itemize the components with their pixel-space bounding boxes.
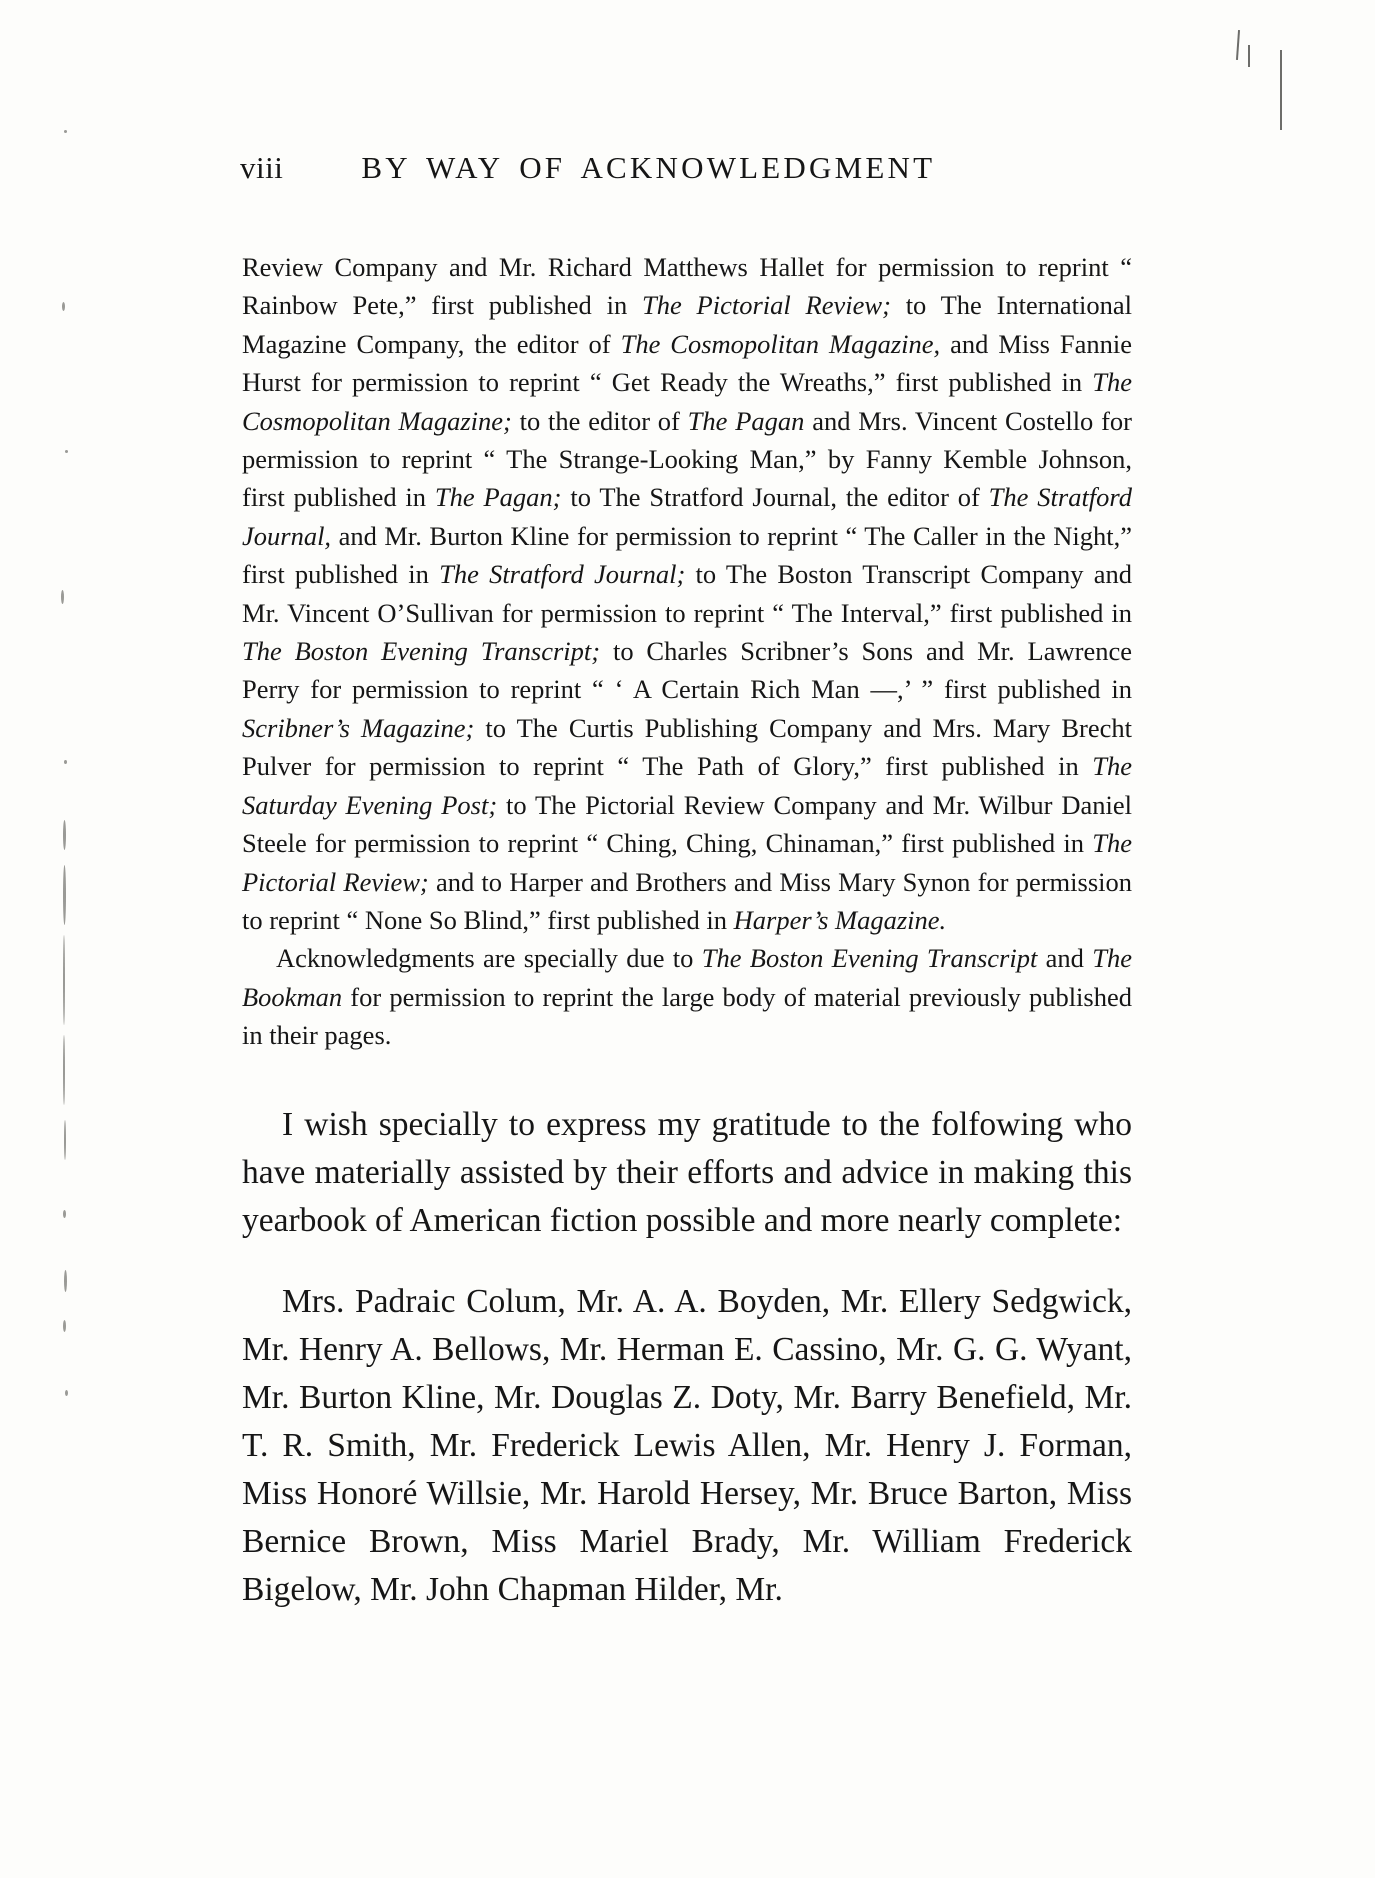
names-paragraph: Mrs. Padraic Colum, Mr. A. A. Boyden, Mr. Ellery Sedgwick, Mr. Henry A. Bellows, Mr. Herman E. Cassino, Mr. G. G. Wyant, Mr. Burton Kline, Mr. Douglas Z. Doty, Mr. Barry Benefield, Mr. T. R. Smith, Mr. Frederick Lewis Allen, Mr. Henry J. Forman, Miss Honoré Willsie, Mr. Harold Hersey, Mr. Bruce Barton, Miss Bernice Brown, Miss Mariel Brady, Mr. William Frederick Bigelow, Mr. John Chapman Hilder, Mr. <box>242 1283 1132 1609</box>
page-folio: viii <box>240 150 284 185</box>
page-header <box>240 150 1170 186</box>
running-head: BY WAY OF ACKNOWLEDGMENT <box>361 150 936 185</box>
margin-speckles <box>60 120 74 1770</box>
page-body <box>242 248 1132 1648</box>
gratitude-paragraph: I wish specially to express my gratitude to the folfowing who have materially assisted by their efforts and advice in making this yearbook of American fiction possible and more nearly complete: <box>242 1105 1132 1239</box>
acknowledgment-paragraph-2: Acknowledgments are specially due to The Boston Evening Transcript and The Bookman for permission to reprint the large body of material previously published in their pages. <box>242 943 1132 1051</box>
scan-edge-marks <box>1145 20 1285 140</box>
acknowledgment-paragraph-1: Review Company and Mr. Richard Matthews Hallet for permission to reprint “ Rainbow Pete,” first published in The Pictorial Review; to The International Magazine Company, the editor of The Cosmopolitan Magazine, and Miss Fannie Hurst for permission to reprint “ Get Ready the Wreaths,” first published in The Cosmopolitan Magazine; to the editor of The Pagan and Mrs. Vincent Costello for permission to reprint “ The Strange-Looking Man,” by Fanny Kemble Johnson, first published in The Pagan; to The Stratford Journal, the editor of The Stratford Journal, and Mr. Burton Kline for permission to reprint “ The Caller in the Night,” first published in The Stratford Journal; to The Boston Transcript Company and Mr. Vincent O’Sullivan for permission to reprint “ The Interval,” first published in The Boston Evening Transcript; to Charles Scribner’s Sons and Mr. Lawrence Perry for permission to reprint “ ‘ A Certain Rich Man —,’ ” first published in Scribner’s Magazine; to The Curtis Publishing Company and Mrs. Mary Brecht Pulver for permission to reprint “ The Path of Glory,” first published in The Saturday Evening Post; to The Pictorial Review Company and Mr. Wilbur Daniel Steele for permission to reprint “ Ching, Ching, Chinaman,” first published in The Pictorial Review; and to Harper and Brothers and Miss Mary Synon for permission to reprint “ None So Blind,” first published in Harper’s Magazine. <box>242 252 1133 935</box>
